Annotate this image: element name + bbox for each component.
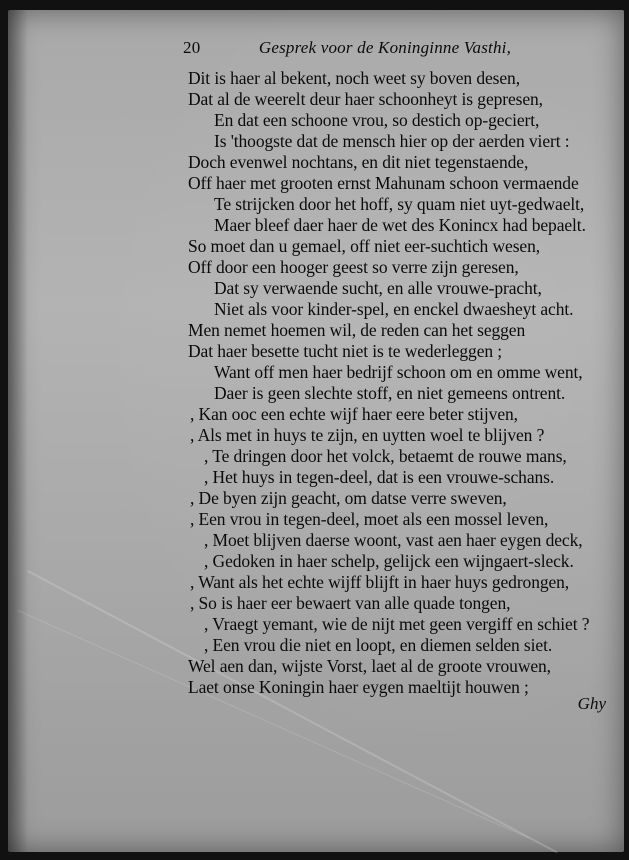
quoted-verse-line: , So is haer eer bewaert van alle quade tongen, [190,593,511,613]
verse-line: Off door een hooger geest so verre zijn geresen, [188,257,519,277]
quoted-verse-line: , Een vrou die niet en loopt, en diemen selden siet. [204,635,553,655]
verse-line: Is 'thoogste dat de mensch hier op der aerden viert : [214,131,570,151]
verse-line: Dat al de weerelt deur haer schoonheyt is gepresen, [188,89,543,109]
quoted-verse-line: , Het huys in tegen-deel, dat is een vrouwe-schans. [204,467,555,487]
verse-line: Daer is geen slechte stoff, en niet gemeens ontrent. [214,383,566,403]
verse-line: Niet als voor kinder-spel, en enckel dwaesheyt acht. [214,299,574,319]
quoted-verse-line: , Vraegt yemant, wie de nijt met geen vergiff en schiet ? [204,614,590,634]
verse-line: Want off men haer bedrijf schoon om en omme went, [214,362,583,382]
quoted-verse-line: , Te dringen door het volck, betaemt de rouwe mans, [204,446,567,466]
page-number: 20 [183,38,201,57]
verse-line: Off haer met grooten ernst Mahunam schoon vermaende [188,173,579,193]
book-page [8,10,624,852]
verse-line: En dat een schoone vrou, so destich op-geciert, [214,110,540,130]
page-text [8,10,624,852]
verse-line: Maer bleef daer haer de wet des Konincx had bepaelt. [214,215,586,235]
quoted-verse-line: , De byen zijn geacht, om datse verre sweven, [190,488,507,508]
catchword: Ghy [577,694,606,713]
verse-line: Doch evenwel nochtans, en dit niet tegenstaende, [188,152,529,172]
quoted-verse-line: , Want als het echte wijff blijft in haer huys gedrongen, [190,572,570,592]
quoted-verse-line: , Moet blijven daerse woont, vast aen haer eygen deck, [204,530,583,550]
verse-line: Te strijcken door het hoff, sy quam niet uyt-gedwaelt, [214,194,585,214]
verse-line: Laet onse Koningin haer eygen maeltijt houwen ; [188,677,529,697]
running-header [183,38,511,58]
verse-line: So moet dan u gemael, off niet eer-suchtich wesen, [188,236,540,256]
verse-line: Dat sy verwaende sucht, en alle vrouwe-pracht, [214,278,542,298]
verse-line: Dat haer besette tucht niet is te wederleggen ; [188,341,503,361]
verse-line: Dit is haer al bekent, noch weet sy boven desen, [188,68,520,88]
quoted-verse-line: , Gedoken in haer schelp, gelijck een wijngaert-sleck. [204,551,574,571]
running-title: Gesprek voor de Koninginne Vasthi, [258,38,512,57]
quoted-verse-line: , Als met in huys te zijn, en uytten woel te blijven ? [190,425,545,445]
verse-line: Men nemet hoemen wil, de reden can het seggen [188,320,526,340]
quoted-verse-line: , Een vrou in tegen-deel, moet als een mossel leven, [190,509,549,529]
quoted-verse-line: , Kan ooc een echte wijf haer eere beter stijven, [190,404,518,424]
verse-line: Wel aen dan, wijste Vorst, laet al de groote vrouwen, [188,656,551,676]
